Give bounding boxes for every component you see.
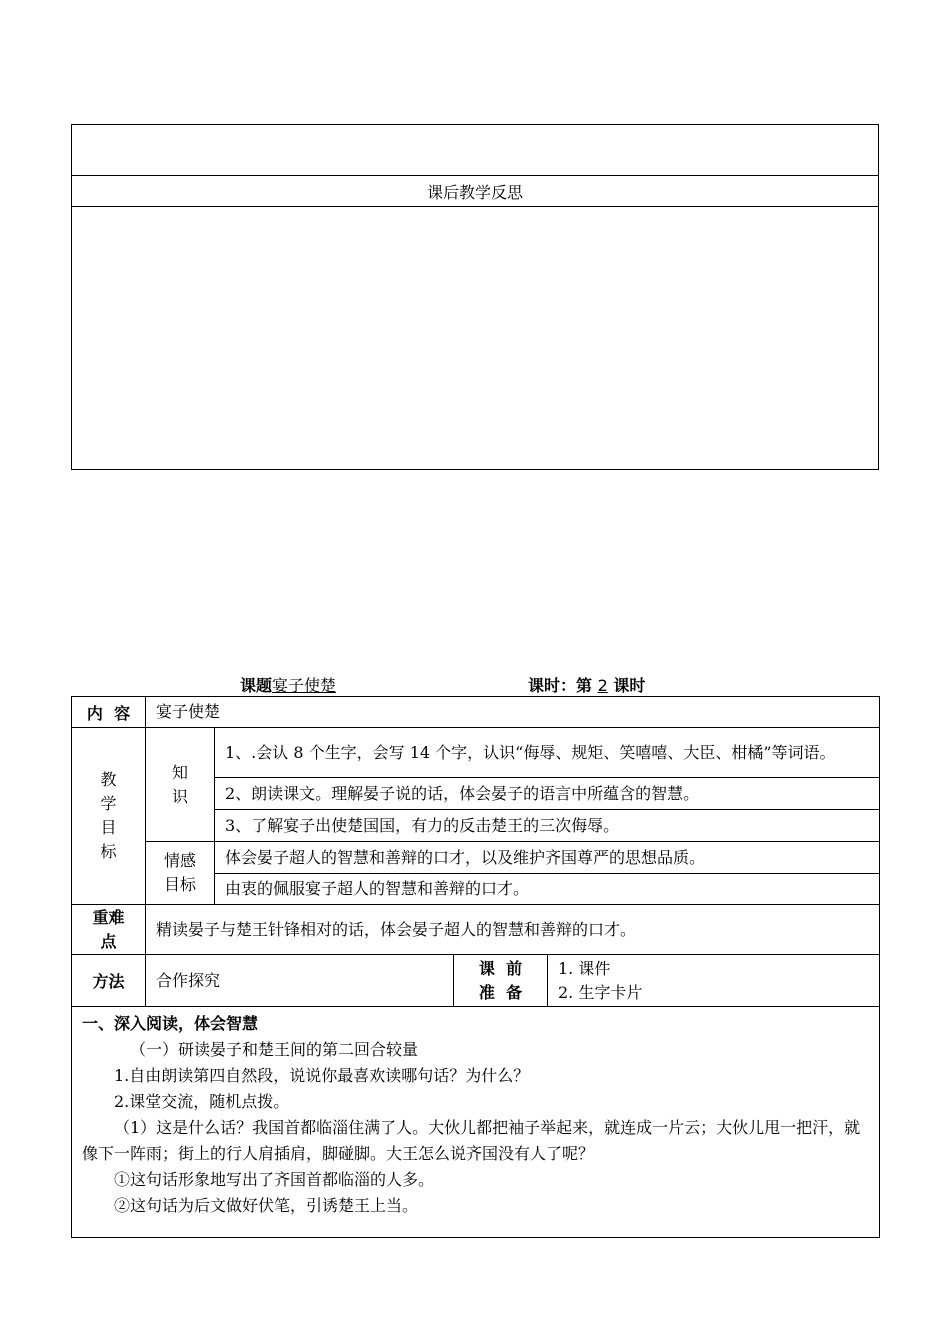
content-value: 宴子使楚 xyxy=(146,697,880,728)
emotion-item: 体会晏子超人的智慧和善辩的口才，以及维护齐国尊严的思想品质。 xyxy=(215,842,880,874)
reflection-blank-cell xyxy=(72,125,879,176)
body-paragraph: 1.自由朗读第四自然段，说说你最喜欢读哪句话？为什么？ xyxy=(114,1066,530,1085)
difficulty-label: 重难 点 xyxy=(72,905,146,955)
body-subheading: （一）研读晏子和楚王间的第二回合较量 xyxy=(130,1040,419,1059)
difficulty-row xyxy=(72,905,880,955)
reflection-title: 课后教学反思 xyxy=(72,176,879,207)
lesson-topic-label: 课题 xyxy=(240,676,273,695)
knowledge-item: 1、.会认 8 个生字，会写 14 个字，认识“侮辱、规矩、笑嘻嘻、大臣、柑橘”等词语。 xyxy=(215,728,880,778)
prep-label: 课 前 准 备 xyxy=(454,955,548,1007)
lesson-header xyxy=(240,673,880,695)
prep-item: 2. 生字卡片 xyxy=(558,982,643,1002)
content-label: 内 容 xyxy=(72,697,146,728)
lesson-period-unit: 课时 xyxy=(613,676,646,695)
lesson-period-number: 2 xyxy=(597,676,608,695)
prep-item: 1. 课件 xyxy=(558,958,611,978)
reflection-table xyxy=(71,124,879,470)
lesson-plan-table xyxy=(71,696,880,1238)
emotion-label: 情感 目标 xyxy=(146,842,215,905)
emotion-item: 由衷的佩服宴子超人的智慧和善辩的口才。 xyxy=(215,874,880,905)
reflection-blank-row xyxy=(72,125,879,176)
goals-label: 教 学 目 标 xyxy=(72,728,146,905)
difficulty-value: 精读晏子与楚王针锋相对的话，体会晏子超人的智慧和善辩的口才。 xyxy=(146,905,880,955)
lesson-period-group xyxy=(528,673,645,696)
lesson-body xyxy=(72,1007,880,1238)
reflection-title-row xyxy=(72,176,879,207)
knowledge-item: 2、朗读课文。理解晏子说的话，体会晏子的语言中所蕴含的智慧。 xyxy=(215,778,880,810)
lesson-topic-group xyxy=(240,673,336,696)
body-paragraph: ②这句话为后文做好伏笔，引诱楚王上当。 xyxy=(114,1196,419,1215)
lesson-topic: 宴子使楚 xyxy=(272,676,337,695)
lesson-period-label: 课时：第 xyxy=(528,676,593,695)
knowledge-label: 知 识 xyxy=(146,728,215,842)
reflection-body-row xyxy=(72,207,879,470)
knowledge-row-1 xyxy=(72,728,880,778)
prep-value xyxy=(548,955,880,1007)
knowledge-item: 3、了解宴子出使楚国国，有力的反击楚王的三次侮辱。 xyxy=(215,810,880,842)
reflection-body-cell xyxy=(72,207,879,470)
content-row xyxy=(72,697,880,728)
method-label: 方法 xyxy=(72,955,146,1007)
emotion-row-1 xyxy=(72,842,880,874)
method-row xyxy=(72,955,880,1007)
lesson-body-row xyxy=(72,1007,880,1238)
body-paragraph: ①这句话形象地写出了齐国首都临淄的人多。 xyxy=(114,1170,435,1189)
body-paragraph: 2.课堂交流，随机点拨。 xyxy=(114,1092,290,1111)
body-heading: 一、深入阅读，体会智慧 xyxy=(82,1014,259,1033)
method-value: 合作探究 xyxy=(146,955,454,1007)
body-paragraph: （1）这是什么话？我国首都临淄住满了人。大伙儿都把袖子举起来，就连成一片云；大伙儿甩一把汗，就像下一阵雨；街上的行人肩插肩，脚碰脚。大王怎么说齐国没有人了呢？ xyxy=(82,1118,861,1163)
